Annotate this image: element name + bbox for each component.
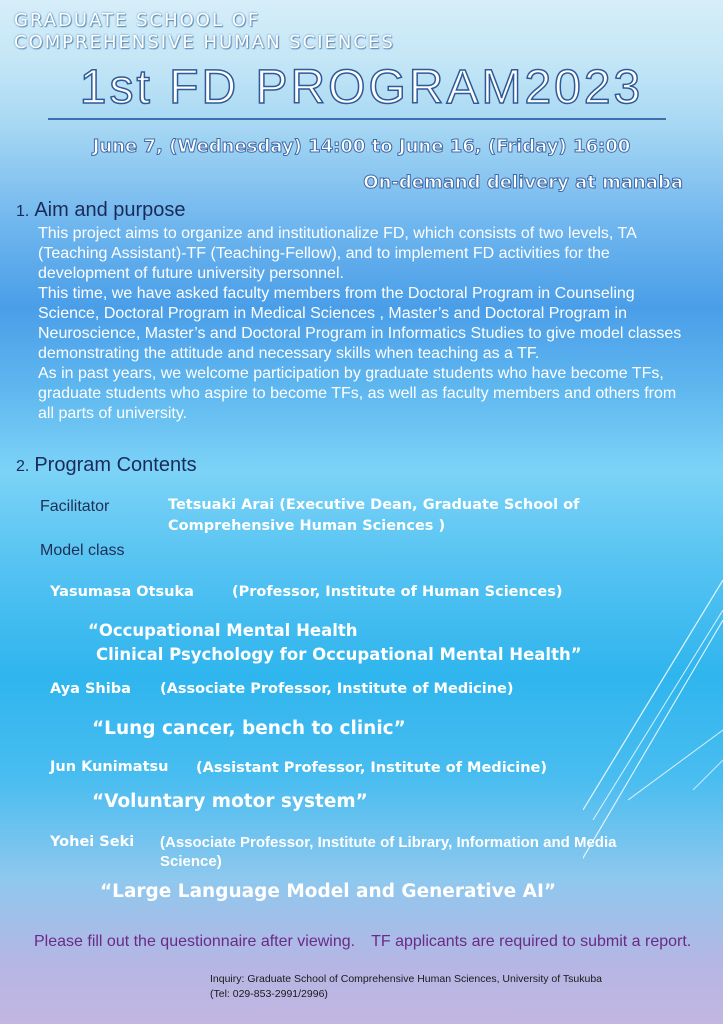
school-name-line2: COMPREHENSIVE HUMAN SCIENCES [14, 32, 395, 53]
inquiry-line1: Inquiry: Graduate School of Comprehensive Human Sciences, University of Tsukuba [210, 973, 603, 985]
speaker-affiliation: (Associate Professor, Institute of Medicine) [160, 681, 514, 697]
section1-heading [16, 199, 186, 222]
talk-title: “Voluntary motor system” [92, 791, 368, 812]
speaker-name: Yasumasa Otsuka [50, 584, 194, 600]
decorative-lines [583, 560, 723, 960]
title-underline [48, 118, 666, 120]
section1-title: Aim and purpose [34, 199, 186, 221]
section2-title: Program Contents [34, 454, 197, 476]
speaker-name: Aya Shiba [50, 681, 131, 697]
talk-title: “Large Language Model and Generative AI” [100, 881, 557, 902]
speaker-name: Jun Kunimatsu [50, 759, 169, 775]
model-class-label: Model class [40, 542, 125, 559]
school-name-line1: GRADUATE SCHOOL OF [14, 10, 261, 31]
questionnaire-note: Please fill out the questionnaire after viewing. TF applicants are required to submit a report. [34, 933, 692, 950]
inquiry-info [210, 972, 602, 1002]
facilitator-label: Facilitator [40, 498, 110, 515]
section1-paragraph: This project aims to organize and institutionalize FD, which consists of two levels, TA (Teaching Assistant)-TF (Teaching-Fellow), and to implement FD activities for the development of future university personnel. [38, 225, 636, 282]
facilitator-line2: Comprehensive Human Sciences ) [168, 518, 446, 534]
speaker-name: Yohei Seki [50, 834, 135, 850]
speaker-affiliation: (Professor, Institute of Human Sciences) [232, 584, 563, 600]
talk-title: “Occupational Mental Health [88, 621, 358, 640]
delivery-method: On-demand delivery at manaba [363, 172, 683, 193]
talk-subtitle: Clinical Psychology for Occupational Mental Health” [96, 645, 582, 664]
program-title: 1st FD PROGRAM2023 [79, 61, 644, 114]
section2-number: 2. [16, 458, 30, 475]
speaker-affiliation: (Assistant Professor, Institute of Medicine) [196, 760, 548, 776]
section1-body [38, 224, 694, 424]
program-dates: June 7, (Wednesday) 14:00 to June 16, (Friday) 16:00 [92, 136, 631, 157]
section2-heading [16, 454, 197, 477]
section1-paragraph: As in past years, we welcome participation by graduate students who have become TFs, graduate students who aspire to become TFs, as well as faculty members and others from all parts of university. [38, 365, 677, 422]
school-name [14, 10, 395, 54]
section1-number: 1. [16, 203, 30, 220]
talk-title: “Lung cancer, bench to clinic” [92, 718, 406, 739]
speaker-affiliation: (Associate Professor, Institute of Library, Information and Media Science) [160, 834, 617, 870]
facilitator-line1: Tetsuaki Arai (Executive Dean, Graduate School of [168, 497, 580, 513]
section1-paragraph: This time, we have asked faculty members from the Doctoral Program in Counseling Science, Doctoral Program in Medical Sciences , Master’s and Doctoral Program in Neuroscience, Master’s and Doctoral Program in Informatics Studies to give model classes demonstrating the attitude and necessary skills when teaching as a TF. [38, 285, 682, 362]
inquiry-phone: (Tel: 029-853-2991/2996) [210, 988, 328, 1000]
